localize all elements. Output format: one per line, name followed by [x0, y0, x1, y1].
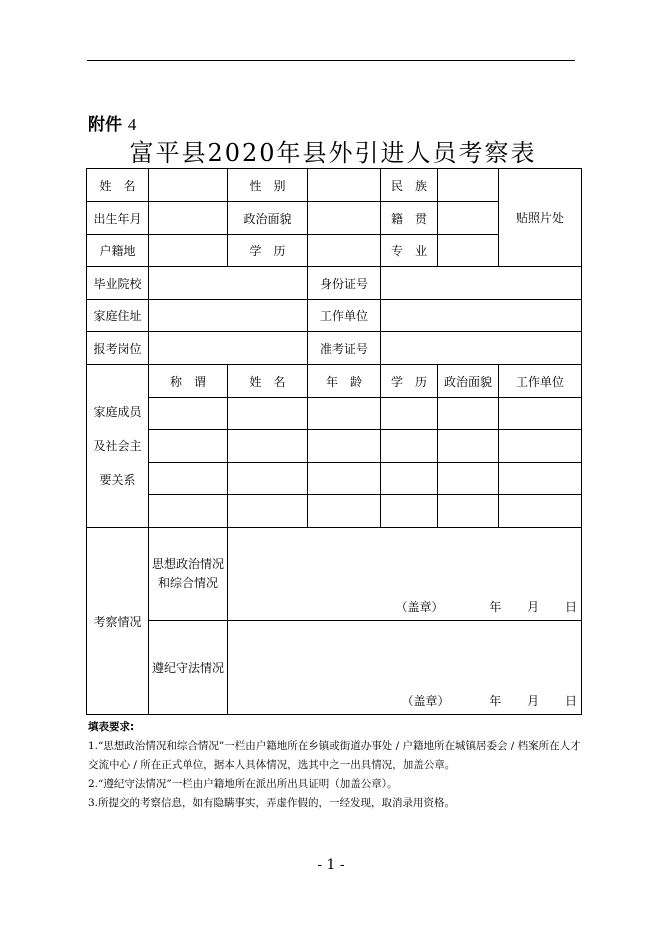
- day-text: 日: [564, 600, 577, 614]
- gender-field[interactable]: [308, 169, 381, 202]
- family-cell[interactable]: [499, 495, 582, 528]
- ethnicity-field[interactable]: [438, 169, 499, 202]
- major-field[interactable]: [438, 235, 499, 267]
- family-cell[interactable]: [438, 495, 499, 528]
- political-situation-line: 和综合情况: [157, 576, 218, 590]
- family-header-political: 政治面貌: [438, 365, 499, 398]
- seal-date-line: [395, 598, 577, 615]
- page-title: 富平县2020年县外引进人员考察表: [129, 139, 537, 167]
- family-cell[interactable]: [381, 398, 438, 430]
- political-situation-label: [149, 528, 228, 621]
- family-cell[interactable]: [499, 463, 582, 495]
- family-cell[interactable]: [228, 463, 308, 495]
- photo-area[interactable]: 贴照片处: [499, 169, 582, 267]
- family-header-employer: 工作单位: [499, 365, 582, 398]
- family-label-line: 家庭成员: [93, 405, 142, 419]
- family-cell[interactable]: [308, 430, 381, 463]
- note-item: 3.所提交的考察信息，如有隐瞒事实，弄虚作假的，一经发现，取消录用资格。: [88, 797, 456, 809]
- month-text: 月: [527, 600, 540, 614]
- day-text: 日: [564, 694, 577, 708]
- family-cell[interactable]: [308, 495, 381, 528]
- note-item: 1.“思想政治情况和综合情况”一栏由户籍地所在乡镇或街道办事处 / 户籍地所在城镇居委会 / 档案所在人才交流中心 / 所在正式单位，据本人具体情况，选其中之一出具情况，加盖公章。: [88, 740, 581, 771]
- family-label-line: 及社会主: [93, 439, 142, 453]
- family-header-name: 姓 名: [228, 365, 308, 398]
- id-number-label: 身份证号: [308, 267, 381, 300]
- birth-field[interactable]: [149, 202, 228, 235]
- law-abiding-field[interactable]: [228, 621, 582, 715]
- position-field[interactable]: [149, 332, 308, 365]
- exam-number-field[interactable]: [381, 332, 582, 365]
- family-cell[interactable]: [438, 398, 499, 430]
- family-cell[interactable]: [438, 463, 499, 495]
- family-cell[interactable]: [381, 495, 438, 528]
- year-text: 年: [489, 600, 502, 614]
- family-cell[interactable]: [228, 430, 308, 463]
- header-rule: [87, 60, 575, 61]
- family-row: [87, 398, 582, 430]
- notes-heading: 填表要求:: [88, 721, 135, 733]
- school-label: 毕业院校: [87, 267, 149, 300]
- address-label: 家庭住址: [87, 300, 149, 332]
- birth-label: 出生年月: [87, 202, 149, 235]
- gender-label: 性 别: [228, 169, 308, 202]
- family-cell[interactable]: [149, 463, 228, 495]
- seal-text: （盖章）: [401, 694, 450, 708]
- id-number-field[interactable]: [381, 267, 582, 300]
- attachment-prefix: 附件: [88, 115, 122, 135]
- family-cell[interactable]: [381, 430, 438, 463]
- name-field[interactable]: [149, 169, 228, 202]
- family-label-line: 要关系: [99, 473, 136, 487]
- family-cell[interactable]: [228, 398, 308, 430]
- family-header-relation: 称 谓: [149, 365, 228, 398]
- family-header-age: 年 龄: [308, 365, 381, 398]
- seal-text: （盖章）: [395, 600, 444, 614]
- education-field[interactable]: [308, 235, 381, 267]
- exam-number-label: 准考证号: [308, 332, 381, 365]
- family-label: [87, 365, 149, 528]
- employer-label: 工作单位: [308, 300, 381, 332]
- family-cell[interactable]: [149, 430, 228, 463]
- family-cell[interactable]: [308, 463, 381, 495]
- political-label: 政治面貌: [228, 202, 308, 235]
- note-item: 2.“遵纪守法情况”一栏由户籍地所在派出所出具证明（加盖公章）。: [88, 778, 398, 790]
- seal-date-line: [401, 692, 577, 709]
- school-field[interactable]: [149, 267, 308, 300]
- family-cell[interactable]: [499, 430, 582, 463]
- native-label: 籍 贯: [381, 202, 438, 235]
- position-label: 报考岗位: [87, 332, 149, 365]
- attachment-label: [88, 110, 136, 135]
- family-row: [87, 463, 582, 495]
- address-field[interactable]: [149, 300, 308, 332]
- family-cell[interactable]: [149, 495, 228, 528]
- native-field[interactable]: [438, 202, 499, 235]
- education-label: 学 历: [228, 235, 308, 267]
- family-row: [87, 430, 582, 463]
- family-cell[interactable]: [308, 398, 381, 430]
- evaluation-form-table: [86, 168, 582, 715]
- year-text: 年: [489, 694, 502, 708]
- month-text: 月: [527, 694, 540, 708]
- name-label: 姓 名: [87, 169, 149, 202]
- household-field[interactable]: [149, 235, 228, 267]
- family-cell[interactable]: [381, 463, 438, 495]
- form-notes: [88, 718, 582, 813]
- law-abiding-label: 遵纪守法情况: [149, 621, 228, 715]
- family-row: [87, 495, 582, 528]
- attachment-number: 4: [127, 115, 137, 134]
- ethnicity-label: 民 族: [381, 169, 438, 202]
- page-number: - 1 -: [317, 857, 345, 873]
- household-label: 户籍地: [87, 235, 149, 267]
- family-cell[interactable]: [499, 398, 582, 430]
- major-label: 专 业: [381, 235, 438, 267]
- family-header-education: 学 历: [381, 365, 438, 398]
- evaluation-label: 考察情况: [87, 528, 149, 715]
- political-field[interactable]: [308, 202, 381, 235]
- employer-field[interactable]: [381, 300, 582, 332]
- political-situation-field[interactable]: [228, 528, 582, 621]
- family-cell[interactable]: [149, 398, 228, 430]
- family-cell[interactable]: [228, 495, 308, 528]
- political-situation-line: 思想政治情况: [151, 557, 224, 571]
- family-cell[interactable]: [438, 430, 499, 463]
